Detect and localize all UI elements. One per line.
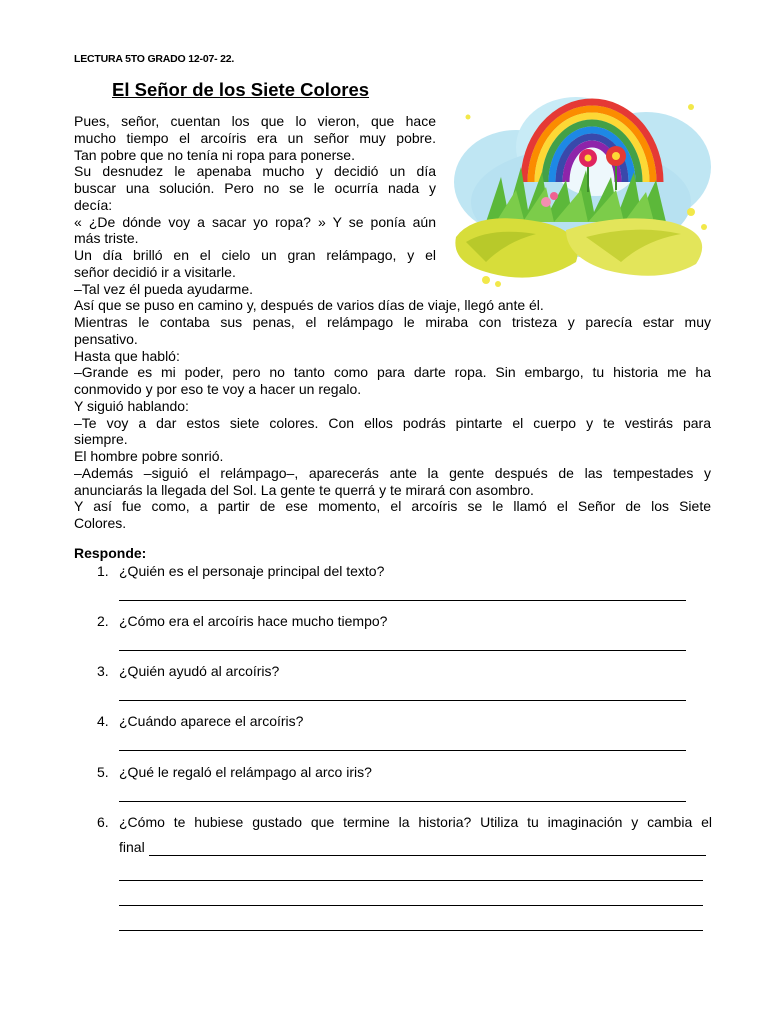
answer-line[interactable] [119,600,686,601]
answer-line[interactable] [119,905,703,906]
story-line: Así que se puso en camino y, después de varios días de viaje, llegó ante él. [74,297,544,314]
question-number: 1. [97,563,109,579]
story-line: Y siguió hablando: [74,397,189,414]
story-line: –Te voy a dar estos siete colores. Con ellos podrás pintarte el cuerpo y te vestirás para [74,414,711,431]
story-line: anunciarás la llegada del Sol. La gente te querrá y te mirará con asombro. [74,481,534,498]
story-line: –Grande es mi poder, pero no tanto como para darte ropa. Sin embargo, tu historia me ha [74,364,711,381]
story-line: –Además –siguió el relámpago–, aparecerás ante la gente después de las tempestades y [74,464,711,481]
story-title: El Señor de los Siete Colores [112,79,370,100]
answer-line[interactable] [119,930,703,931]
story-line: Tan pobre que no tenía ni ropa para ponerse. [74,146,355,163]
question-6-continuation: final [119,839,145,855]
question-text: ¿Quién ayudó al arcoíris? [119,663,280,679]
question-text: ¿Cuándo aparece el arcoíris? [119,713,304,729]
question-text: ¿Cómo era el arcoíris hace mucho tiempo? [119,613,388,629]
question-text: ¿Qué le regaló el relámpago al arco iris? [119,764,372,780]
question-number: 6. [97,814,109,830]
question-text: ¿Cómo te hubiese gustado que termine la historia? Utiliza tu imaginación y cambia el [119,814,712,830]
responde-label: Responde: [74,545,147,561]
story-line: El hombre pobre sonrió. [74,448,224,464]
question-number: 4. [97,713,109,729]
story-line: Colores. [74,515,127,531]
story-line: señor decidió ir a visitarle. [74,263,236,280]
ground-shape [455,218,702,277]
answer-line[interactable] [119,700,686,701]
answer-line[interactable] [119,880,703,881]
question-number: 5. [97,764,109,780]
story-line: más triste. [74,230,139,247]
story-line: Pues, señor, cuentan los que lo vieron, que hace [74,113,436,129]
story-line: –Tal vez él pueda ayudarme. [74,280,253,297]
story-line: decía: [74,196,113,213]
question-text: ¿Quién es el personaje principal del texto? [119,563,385,579]
answer-line[interactable] [119,801,686,802]
answer-line[interactable] [149,855,706,856]
story-line: « ¿De dónde voy a sacar yo ropa? » Y se ponía aún [74,213,436,230]
story-line: buscar una solución. Pero no se le ocurría nada y [74,180,436,196]
story-line: Un día brilló en el cielo un gran relámpago, y el [74,247,436,263]
answer-line[interactable] [119,650,686,651]
story-line: Hasta que habló: [74,347,180,364]
rainbow-cloud-illustration [446,72,718,290]
question-number: 2. [97,613,109,629]
story-line: Y así fue como, a partir de ese momento, el arcoíris se le llamó el Señor de los Siete [74,498,711,515]
story-line: siempre. [74,431,128,448]
question-number: 3. [97,663,109,679]
story-line: mucho tiempo el arcoíris era un señor muy pobre. [74,129,436,146]
story-line: conmovido y por eso te voy a hacer un regalo. [74,381,362,397]
story-line: Mientras le contaba sus penas, el relámpago le miraba con tristeza y parecía estar muy [74,314,711,330]
answer-line[interactable] [119,750,686,751]
story-line: pensativo. [74,330,138,347]
story-line: Su desnudez le apenaba mucho y decidió un día [74,163,436,180]
worksheet-header: LECTURA 5TO GRADO 12-07- 22. [74,53,235,65]
